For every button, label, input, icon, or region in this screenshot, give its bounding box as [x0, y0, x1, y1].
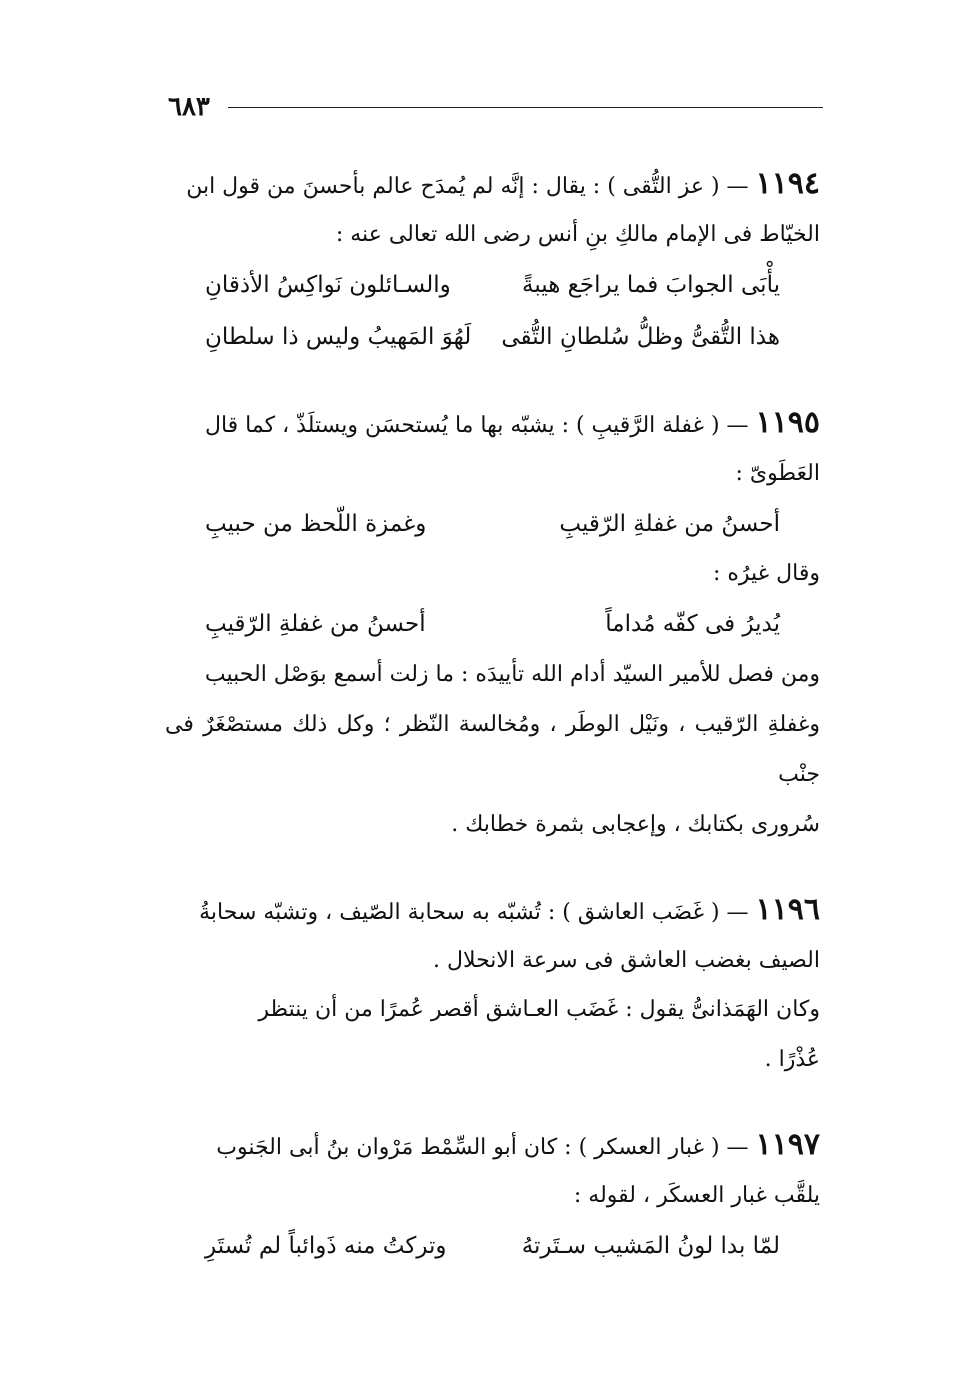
- entry-number: ١١٩٥: [755, 405, 820, 440]
- entry-heading-line: [165, 399, 820, 450]
- page-number: ٦٨٣: [168, 92, 210, 122]
- entry-number: ١١٩٦: [755, 892, 820, 927]
- entry-number: ١١٩٤: [755, 166, 820, 201]
- entry-1194: [165, 160, 820, 363]
- verse-second-hemistich: لَهُوَ المَهيبُ وليس ذا سلطانِ: [205, 324, 472, 350]
- entry-text-line: الخيّاط فى الإمام مالكِ بنِ أنس رضى الله تعالى عنه :: [335, 222, 820, 247]
- verse-first-hemistich: يُديرُ فى كفّه مُداماً: [605, 611, 780, 637]
- header-rule: [228, 107, 823, 108]
- verse-second-hemistich: وتركتُ منه ذَوائباً لم تُستَرِ: [205, 1233, 447, 1259]
- entry-text-line: يلقَّب غبار العسكَر ، لقوله :: [573, 1183, 820, 1208]
- entry-text-line: وقال غيرُه :: [712, 561, 820, 586]
- prose-line: وكان الهَمَذانىُّ يقول : غَضَب العـاشق أقصر عُمرًا من أن ينتظر: [258, 997, 820, 1022]
- entry-heading-line: [165, 1121, 820, 1172]
- entry-text: — ( غَضَب العاشق ) : تُشبّه به سحابة الصّيف ، وتشبّه سحابةُ: [199, 900, 749, 925]
- verse-line: [165, 1220, 820, 1272]
- verse-first-hemistich: لمّا بدا لونُ المَشيب سـتَرتهُ: [521, 1233, 780, 1259]
- entry-1197: [165, 1121, 820, 1272]
- verse-line: [165, 498, 820, 550]
- page-content: [165, 160, 820, 1286]
- verse-first-hemistich: هذا التُّقىُّ وظلُّ سُلطانِ التُّقى: [501, 324, 780, 350]
- prose-line: سُرورى بكتابك ، وإعجابى بثمرة خطابك .: [451, 812, 820, 837]
- page-header: [168, 92, 823, 122]
- entry-text-line: الصيف بغضب العاشق فى سرعة الانحلال .: [432, 948, 820, 973]
- verse-second-hemistich: وغمزة اللّحظ من حبيبِ: [205, 511, 427, 537]
- entry-1195: [165, 399, 820, 850]
- verse-second-hemistich: أحسنُ من غفلةِ الرّقيبِ: [205, 611, 426, 637]
- verse-second-hemistich: والسـائلون نَواكِسُ الأذقانِ: [205, 272, 451, 298]
- entry-heading-line: [165, 886, 820, 937]
- prose-line: ومن فصل للأمير السيّد أدام الله تأييدَه : ما زلت أسمع بوَصْل الحبيب: [204, 662, 820, 687]
- entry-number: ١١٩٧: [755, 1127, 820, 1162]
- verse-line: [165, 598, 820, 650]
- prose-line: عُذْرًا .: [764, 1047, 820, 1072]
- verse-line: [165, 311, 820, 363]
- entry-text-line: العَطَوىّ :: [735, 461, 820, 486]
- prose-line: وغفلةِ الرّقيب ، ونَيْل الوطَر ، ومُخالسة النّظر ؛ وكل ذلك مستصْغَرٌ فى جنْب: [165, 712, 820, 787]
- verse-first-hemistich: يأْبَى الجوابَ فما يراجَع هيبةً: [522, 272, 780, 298]
- entry-1196: [165, 886, 820, 1085]
- entry-text: — ( عز التُّقى ) : يقال : إنَّه لم يُمدَح عالم بأحسنَ من قول ابن: [186, 174, 749, 199]
- verse-line: [165, 259, 820, 311]
- verse-first-hemistich: أحسنُ من غفلةِ الرّقيبِ: [559, 511, 780, 537]
- entry-text: — ( غبار العسكر ) : كان أبو السِّمْط مَرْوان بنُ أبى الجَنوب: [216, 1135, 749, 1160]
- entry-text: — ( غفلة الرَّقيبِ ) : يشبّه بها ما يُستحسَن ويستلَذّ ، كما قال: [204, 413, 749, 438]
- entry-heading-line: [165, 160, 820, 211]
